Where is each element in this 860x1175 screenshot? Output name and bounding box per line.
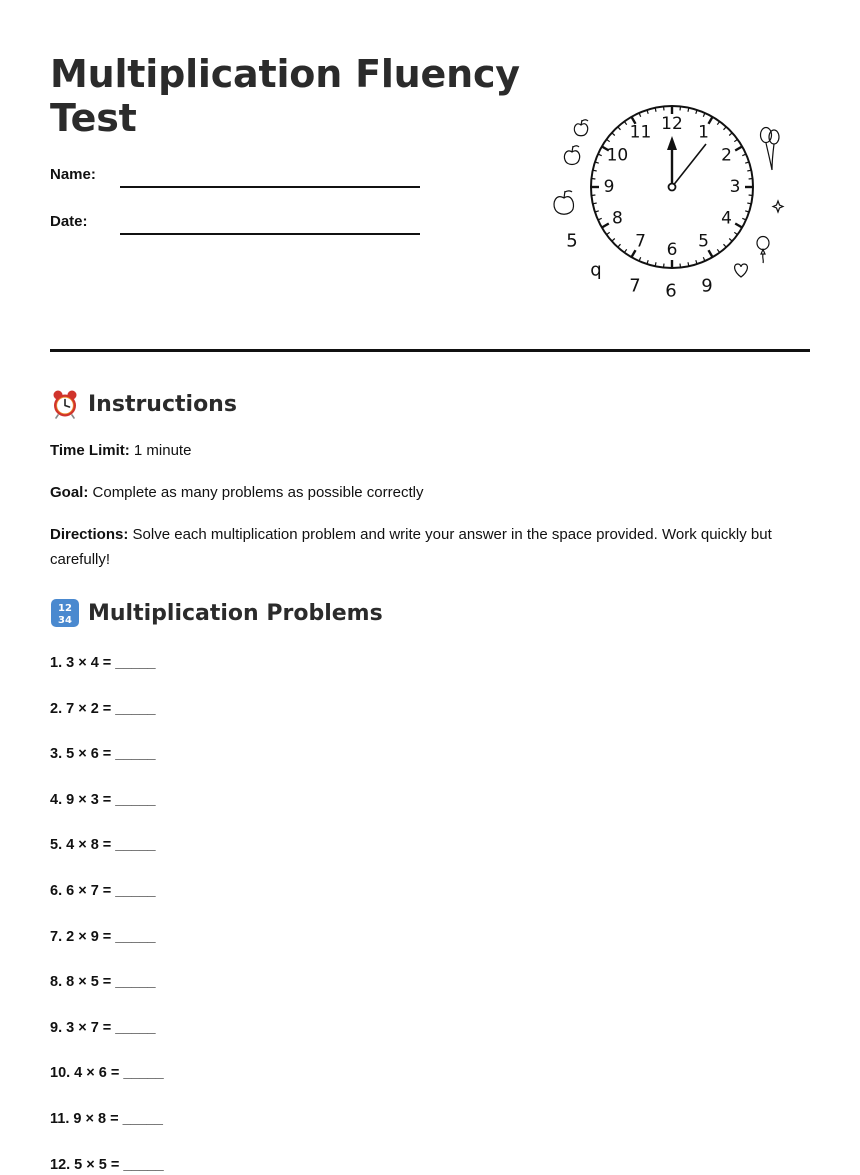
alarm-clock-icon [50,389,80,419]
clock-tick [593,203,597,204]
clock-tick [655,108,656,112]
outer-number: 9 [701,275,713,297]
balloon-icon [757,237,769,264]
goal-value: Complete as many problems as possible correctly [92,484,424,501]
problem-item: 4. 9 × 3 = _____ [50,791,156,808]
clock-number: 6 [666,240,678,260]
clock-tick [664,264,665,268]
clock-number: 10 [606,145,629,166]
clock-number: 11 [629,122,652,143]
time-limit-value: 1 minute [133,442,192,459]
name-write-line [120,186,420,188]
directions-label: Directions: [50,526,129,543]
problem-item: 12. 5 × 5 = _____ [50,1156,164,1173]
name-label: Name: [50,166,96,183]
svg-text:12: 12 [58,603,72,614]
outer-number: q [590,259,602,281]
problem-item: 5. 4 × 8 = _____ [50,837,156,854]
time-limit-label: Time Limit: [50,442,130,459]
clock-tick [747,203,751,204]
clock-tick [749,179,753,180]
clock-number: 5 [698,231,709,252]
clock-number: 12 [661,114,683,134]
heart-icon [735,264,748,277]
clock-illustration [545,98,790,308]
clock-tick [680,106,681,110]
section-divider [50,349,810,352]
goal-label: Goal: [50,484,89,501]
sparkle-icon [773,201,783,212]
date-field [50,205,430,235]
svg-text:34: 34 [58,615,72,626]
time-limit-line [50,438,810,463]
goal-line [50,480,810,505]
clock-tick [680,264,681,268]
clock-tick [688,262,689,266]
problem-item: 1. 3 × 4 = _____ [50,655,156,671]
clock-tick [591,195,595,196]
problem-item: 10. 4 × 6 = _____ [50,1065,164,1082]
clock-number: 3 [729,177,741,197]
clock-number: 1 [698,122,709,143]
apple-icon [564,146,579,165]
clock-tick [593,170,597,171]
name-field [50,158,430,188]
clock-number: 2 [721,145,733,166]
problem-item: 9. 3 × 7 = _____ [50,1019,156,1036]
outer-number: 5 [566,230,578,252]
problem-item: 6. 6 × 7 = _____ [50,883,156,899]
clock-tick [664,106,665,110]
balloons-icon [761,128,780,171]
clock-tick [655,262,656,266]
outer-number: 7 [629,275,641,297]
date-write-line [120,233,420,235]
problems-heading [50,597,383,629]
problem-item: 8. 8 × 5 = _____ [50,974,156,991]
instructions-heading-text: Instructions [88,391,237,417]
outer-number: 6 [665,280,677,302]
clock-number: 7 [635,231,646,252]
apple-icon [574,120,588,136]
clock-tick [747,170,751,171]
directions-value: Solve each multiplication problem and write your answer in the space provided. Work quickly but carefully! [50,526,772,568]
problem-item: 11. 9 × 8 = _____ [50,1111,163,1127]
page-title: Multiplication Fluency Test [50,52,520,140]
apple-icon [554,191,574,214]
instructions-heading [50,388,237,420]
problem-item: 3. 5 × 6 = _____ [50,746,156,763]
problem-item: 2. 7 × 2 = _____ [50,700,156,717]
clock-center [669,184,676,191]
clock-tick [591,179,595,180]
numbers-1234-icon [50,598,80,628]
directions-line [50,522,810,572]
clock-tick [749,195,753,196]
problems-heading-text: Multiplication Problems [88,600,383,626]
clock-tick [688,108,689,112]
date-label: Date: [50,213,88,230]
clock-number: 8 [611,208,623,229]
clock-number: 4 [721,208,733,229]
problem-item: 7. 2 × 9 = _____ [50,928,156,945]
clock-number: 9 [603,177,615,197]
